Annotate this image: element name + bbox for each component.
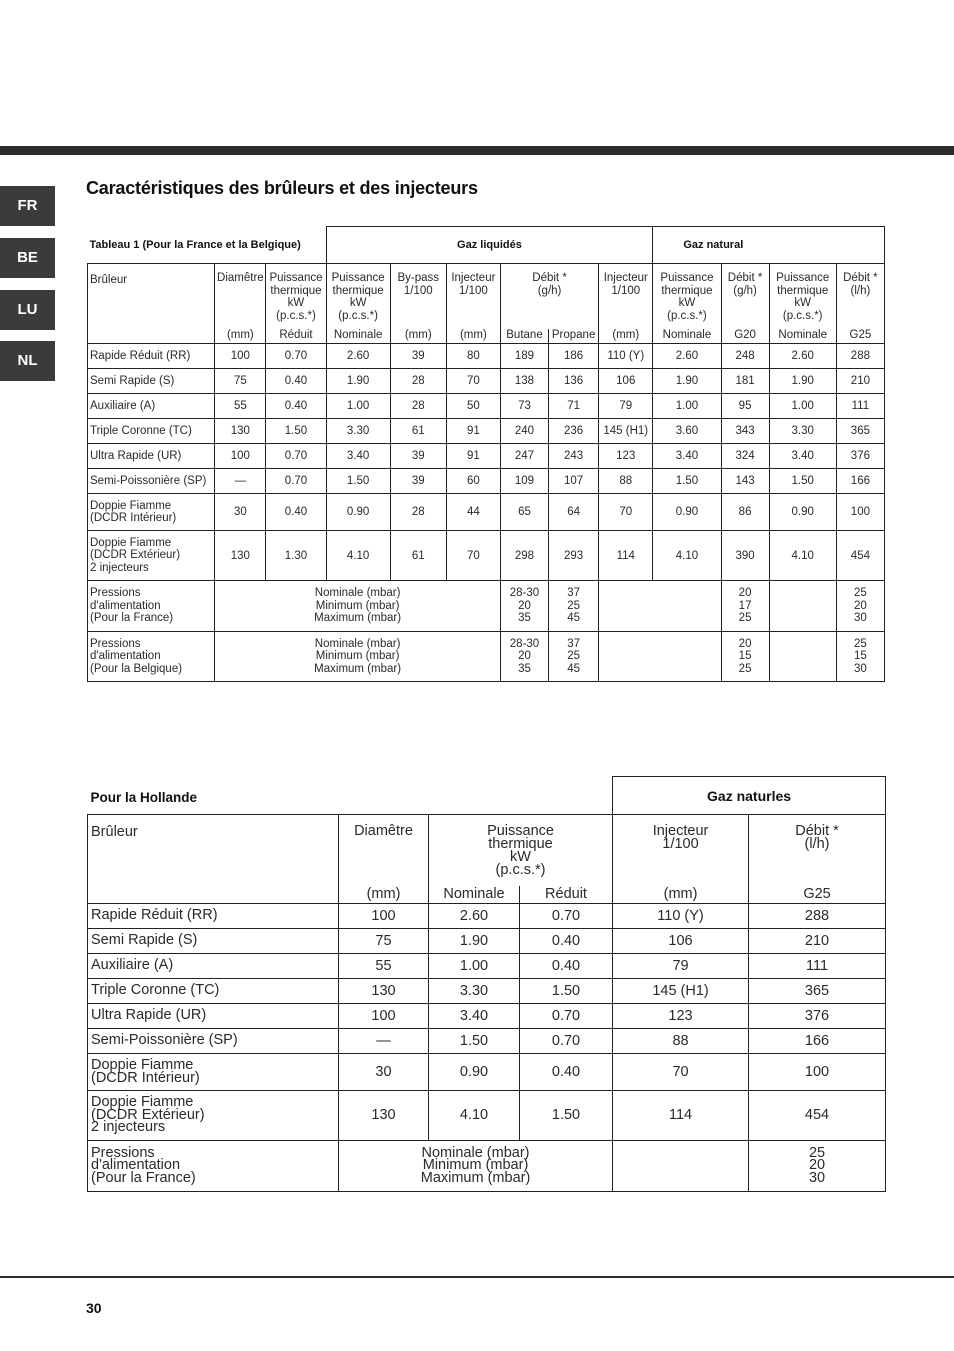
value-cell: 130 (215, 531, 266, 581)
value-cell: 39 (390, 469, 446, 494)
language-tab-be[interactable]: BE (0, 238, 55, 278)
burner-name-cell: Doppie Fiamme (DCDR Extérieur) 2 injecteurs (88, 1090, 339, 1140)
table-row (88, 903, 886, 928)
value-cell: 39 (390, 444, 446, 469)
group-header-lpg: Gaz liquidés (326, 227, 653, 264)
value-cell: 70 (446, 369, 500, 394)
column-header-diameter: Diamêtre (215, 264, 266, 329)
value-cell: 100 (215, 344, 266, 369)
value-cell: 0.90 (653, 494, 721, 531)
value-cell: 1.50 (266, 419, 326, 444)
value-cell: 64 (549, 494, 599, 531)
table-row (88, 369, 885, 394)
value-cell: 0.40 (266, 369, 326, 394)
group-header-natural: Gaz natural (653, 227, 885, 264)
value-cell: 111 (836, 394, 884, 419)
table-row (88, 419, 885, 444)
value-cell: 100 (749, 1053, 886, 1090)
value-cell: 138 (500, 369, 548, 394)
value-cell: 248 (721, 344, 769, 369)
pressure-row-label-belgium: Pressions d'alimentation (Pour la Belgique) (88, 632, 215, 682)
value-cell: 240 (500, 419, 548, 444)
value-cell: 343 (721, 419, 769, 444)
value-cell: 365 (749, 978, 886, 1003)
unit-label: G25 (749, 886, 886, 904)
value-cell: 70 (446, 531, 500, 581)
burner-name-cell: Semi-Poissonière (SP) (88, 1028, 339, 1053)
value-cell: 70 (613, 1053, 749, 1090)
unit-label: Réduit (266, 329, 326, 344)
unit-label: (mm) (215, 329, 266, 344)
empty-cell (599, 581, 721, 632)
value-cell: 30 (215, 494, 266, 531)
value-cell: 0.70 (266, 469, 326, 494)
pressure-propane: 37 25 45 (549, 581, 599, 632)
value-cell: 181 (721, 369, 769, 394)
unit-label: Nominale (429, 886, 520, 904)
unit-label: Propane (549, 329, 599, 344)
burner-name-cell: Ultra Rapide (UR) (88, 1003, 339, 1028)
table-row (88, 978, 886, 1003)
empty-cell (613, 1140, 749, 1191)
value-cell: 0.90 (429, 1053, 520, 1090)
value-cell: 243 (549, 444, 599, 469)
value-cell: 136 (549, 369, 599, 394)
burner-table-netherlands (87, 776, 886, 1192)
value-cell: 3.60 (653, 419, 721, 444)
pressure-labels: Nominale (mbar) Minimum (mbar) Maximum (mbar) (215, 581, 501, 632)
value-cell: 130 (215, 419, 266, 444)
top-rule (0, 146, 954, 155)
value-cell: 288 (836, 344, 884, 369)
value-cell: 100 (215, 444, 266, 469)
value-cell: 3.30 (326, 419, 390, 444)
value-cell: 28 (390, 369, 446, 394)
value-cell: 70 (599, 494, 653, 531)
table-row (88, 469, 885, 494)
column-header-diameter: Diamêtre (339, 815, 429, 886)
value-cell: 123 (599, 444, 653, 469)
value-cell: 1.90 (653, 369, 721, 394)
unit-label: Réduit (520, 886, 613, 904)
value-cell: 71 (549, 394, 599, 419)
unit-label: (mm) (599, 329, 653, 344)
value-cell: 166 (836, 469, 884, 494)
value-cell: 0.70 (520, 1003, 613, 1028)
value-cell: 454 (836, 531, 884, 581)
value-cell: 288 (749, 903, 886, 928)
table1-title: Tableau 1 (Pour la France et la Belgique) (89, 238, 301, 251)
column-header-burner: Brûleur (88, 815, 339, 904)
burner-name-cell: Semi Rapide (S) (88, 928, 339, 953)
value-cell: 4.10 (429, 1090, 520, 1140)
value-cell: 106 (599, 369, 653, 394)
value-cell: 3.30 (769, 419, 836, 444)
value-cell: 166 (749, 1028, 886, 1053)
value-cell: 109 (500, 469, 548, 494)
value-cell: 365 (836, 419, 884, 444)
table-row (88, 1053, 886, 1090)
unit-label: Nominale (769, 329, 836, 344)
pressure-g20: 20 15 25 (721, 632, 769, 682)
column-header-injector: Injecteur 1/100 (613, 815, 749, 886)
table-row (88, 1090, 886, 1140)
column-header-flow-g25: Débit * (l/h) (836, 264, 884, 329)
value-cell: 376 (836, 444, 884, 469)
value-cell: 298 (500, 531, 548, 581)
table-row (88, 953, 886, 978)
value-cell: 106 (613, 928, 749, 953)
empty-cell (599, 632, 721, 682)
value-cell: 186 (549, 344, 599, 369)
value-cell: 60 (446, 469, 500, 494)
value-cell: 3.40 (429, 1003, 520, 1028)
value-cell: 4.10 (653, 531, 721, 581)
table-row (88, 1028, 886, 1053)
language-tab-lu[interactable]: LU (0, 290, 55, 330)
burner-name-cell: Auxiliaire (A) (88, 953, 339, 978)
unit-label: (mm) (613, 886, 749, 904)
table-row (88, 494, 885, 531)
value-cell: 114 (613, 1090, 749, 1140)
value-cell: 130 (339, 1090, 429, 1140)
table-row (88, 1003, 886, 1028)
empty-cell (769, 581, 836, 632)
value-cell: 55 (215, 394, 266, 419)
value-cell: 130 (339, 978, 429, 1003)
pressure-labels: Nominale (mbar) Minimum (mbar) Maximum (mbar) (215, 632, 501, 682)
burner-name-cell: Auxiliaire (A) (88, 394, 215, 419)
value-cell: 75 (215, 369, 266, 394)
value-cell: 390 (721, 531, 769, 581)
value-cell: 3.30 (429, 978, 520, 1003)
value-cell: 91 (446, 419, 500, 444)
value-cell: 236 (549, 419, 599, 444)
value-cell: 86 (721, 494, 769, 531)
value-cell: 3.40 (769, 444, 836, 469)
burner-name-cell: Semi-Poissonière (SP) (88, 469, 215, 494)
bottom-rule (0, 1276, 954, 1278)
value-cell: 111 (749, 953, 886, 978)
value-cell: 100 (339, 1003, 429, 1028)
value-cell: 73 (500, 394, 548, 419)
value-cell: 4.10 (326, 531, 390, 581)
value-cell: 0.40 (266, 394, 326, 419)
value-cell: 28 (390, 394, 446, 419)
pressure-labels: Nominale (mbar) Minimum (mbar) Maximum (mbar) (339, 1140, 613, 1191)
value-cell: 210 (749, 928, 886, 953)
column-header-power: Puissance thermique kW (p.c.s.*) (429, 815, 613, 886)
value-cell: 2.60 (769, 344, 836, 369)
value-cell: 145 (H1) (613, 978, 749, 1003)
burner-name-cell: Doppie Fiamme (DCDR Extérieur) 2 injecteurs (88, 531, 215, 581)
value-cell: 0.40 (520, 953, 613, 978)
value-cell: 2.60 (653, 344, 721, 369)
value-cell: 28 (390, 494, 446, 531)
value-cell: 1.00 (429, 953, 520, 978)
value-cell: 1.50 (520, 1090, 613, 1140)
value-cell: 2.60 (429, 903, 520, 928)
value-cell: 293 (549, 531, 599, 581)
unit-label: Butane (500, 329, 548, 344)
page-number: 30 (86, 1300, 102, 1316)
pressure-butane: 28-30 20 35 (500, 632, 548, 682)
value-cell: 110 (Y) (599, 344, 653, 369)
burner-name-cell: Triple Coronne (TC) (88, 419, 215, 444)
table-row (88, 444, 885, 469)
value-cell: 0.40 (520, 1053, 613, 1090)
value-cell: 0.90 (769, 494, 836, 531)
table2-title: Pour la Hollande (90, 790, 198, 805)
unit-label: G20 (721, 329, 769, 344)
value-cell: 79 (599, 394, 653, 419)
pressure-butane: 28-30 20 35 (500, 581, 548, 632)
value-cell: 247 (500, 444, 548, 469)
table-row (88, 531, 885, 581)
value-cell: 1.00 (769, 394, 836, 419)
pressure-g25: 25 20 30 (836, 581, 884, 632)
value-cell: 1.50 (326, 469, 390, 494)
value-cell: — (339, 1028, 429, 1053)
group-header-natural: Gaz naturles (613, 777, 886, 815)
value-cell: 100 (339, 903, 429, 928)
burner-name-cell: Semi Rapide (S) (88, 369, 215, 394)
value-cell: 1.30 (266, 531, 326, 581)
empty-cell (769, 632, 836, 682)
value-cell: 143 (721, 469, 769, 494)
unit-label: (mm) (390, 329, 446, 344)
column-header-bypass: By-pass 1/100 (390, 264, 446, 329)
burner-table-france-belgium (87, 226, 885, 682)
value-cell: 75 (339, 928, 429, 953)
value-cell: 30 (339, 1053, 429, 1090)
column-header-injector-natural: Injecteur 1/100 (599, 264, 653, 329)
unit-label: (mm) (339, 886, 429, 904)
value-cell: 189 (500, 344, 548, 369)
value-cell: 110 (Y) (613, 903, 749, 928)
value-cell: 95 (721, 394, 769, 419)
burner-name-cell: Ultra Rapide (UR) (88, 444, 215, 469)
value-cell: 454 (749, 1090, 886, 1140)
burner-name-cell: Doppie Fiamme (DCDR Intérieur) (88, 1053, 339, 1090)
value-cell: 114 (599, 531, 653, 581)
value-cell: 61 (390, 531, 446, 581)
value-cell: 324 (721, 444, 769, 469)
column-header-flow-g20: Débit * (g/h) (721, 264, 769, 329)
value-cell: 0.40 (520, 928, 613, 953)
burner-name-cell: Doppie Fiamme (DCDR Intérieur) (88, 494, 215, 531)
unit-label: Nominale (326, 329, 390, 344)
column-header-injector: Injecteur 1/100 (446, 264, 500, 329)
value-cell: 0.70 (520, 903, 613, 928)
value-cell: 100 (836, 494, 884, 531)
burner-name-cell: Triple Coronne (TC) (88, 978, 339, 1003)
column-header-power-nominal: Puissance thermique kW (p.c.s.*) (326, 264, 390, 329)
pressure-row-label-france: Pressions d'alimentation (Pour la France) (88, 1140, 339, 1191)
value-cell: 0.40 (266, 494, 326, 531)
pressure-g20: 20 17 25 (721, 581, 769, 632)
column-header-flow: Débit * (l/h) (749, 815, 886, 886)
table-row (88, 394, 885, 419)
value-cell: 1.00 (326, 394, 390, 419)
value-cell: 123 (613, 1003, 749, 1028)
table-row (88, 344, 885, 369)
value-cell: 3.40 (326, 444, 390, 469)
value-cell: 65 (500, 494, 548, 531)
column-header-burner: Brûleur (88, 264, 215, 344)
pressure-row-label-france: Pressions d'alimentation (Pour la France) (88, 581, 215, 632)
burner-name-cell: Rapide Réduit (RR) (88, 344, 215, 369)
value-cell: 4.10 (769, 531, 836, 581)
burner-name-cell: Rapide Réduit (RR) (88, 903, 339, 928)
value-cell: 1.50 (653, 469, 721, 494)
value-cell: 88 (599, 469, 653, 494)
value-cell: 80 (446, 344, 500, 369)
value-cell: — (215, 469, 266, 494)
pressure-propane: 37 25 45 (549, 632, 599, 682)
table-row (88, 928, 886, 953)
unit-label: (mm) (446, 329, 500, 344)
value-cell: 61 (390, 419, 446, 444)
value-cell: 3.40 (653, 444, 721, 469)
value-cell: 0.90 (326, 494, 390, 531)
value-cell: 0.70 (266, 444, 326, 469)
value-cell: 1.50 (429, 1028, 520, 1053)
value-cell: 1.90 (326, 369, 390, 394)
value-cell: 376 (749, 1003, 886, 1028)
column-header-power-g20: Puissance thermique kW (p.c.s.*) (653, 264, 721, 329)
unit-label: G25 (836, 329, 884, 344)
pressure-g25: 25 15 30 (836, 632, 884, 682)
column-header-flow-gh: Débit * (g/h) (500, 264, 598, 329)
value-cell: 1.50 (769, 469, 836, 494)
value-cell: 1.50 (520, 978, 613, 1003)
value-cell: 39 (390, 344, 446, 369)
unit-label: Nominale (653, 329, 721, 344)
page-heading: Caractéristiques des brûleurs et des injecteurs (86, 178, 478, 198)
value-cell: 91 (446, 444, 500, 469)
column-header-power-g25: Puissance thermique kW (p.c.s.*) (769, 264, 836, 329)
value-cell: 0.70 (266, 344, 326, 369)
column-header-power-reduced: Puissance thermique kW (p.c.s.*) (266, 264, 326, 329)
value-cell: 88 (613, 1028, 749, 1053)
value-cell: 0.70 (520, 1028, 613, 1053)
value-cell: 50 (446, 394, 500, 419)
value-cell: 44 (446, 494, 500, 531)
value-cell: 107 (549, 469, 599, 494)
value-cell: 1.90 (429, 928, 520, 953)
value-cell: 145 (H1) (599, 419, 653, 444)
value-cell: 210 (836, 369, 884, 394)
value-cell: 1.00 (653, 394, 721, 419)
pressure-g25: 25 20 30 (749, 1140, 886, 1191)
value-cell: 2.60 (326, 344, 390, 369)
language-tab-fr[interactable]: FR (0, 186, 55, 226)
value-cell: 79 (613, 953, 749, 978)
language-tab-nl[interactable]: NL (0, 341, 55, 381)
value-cell: 1.90 (769, 369, 836, 394)
value-cell: 55 (339, 953, 429, 978)
